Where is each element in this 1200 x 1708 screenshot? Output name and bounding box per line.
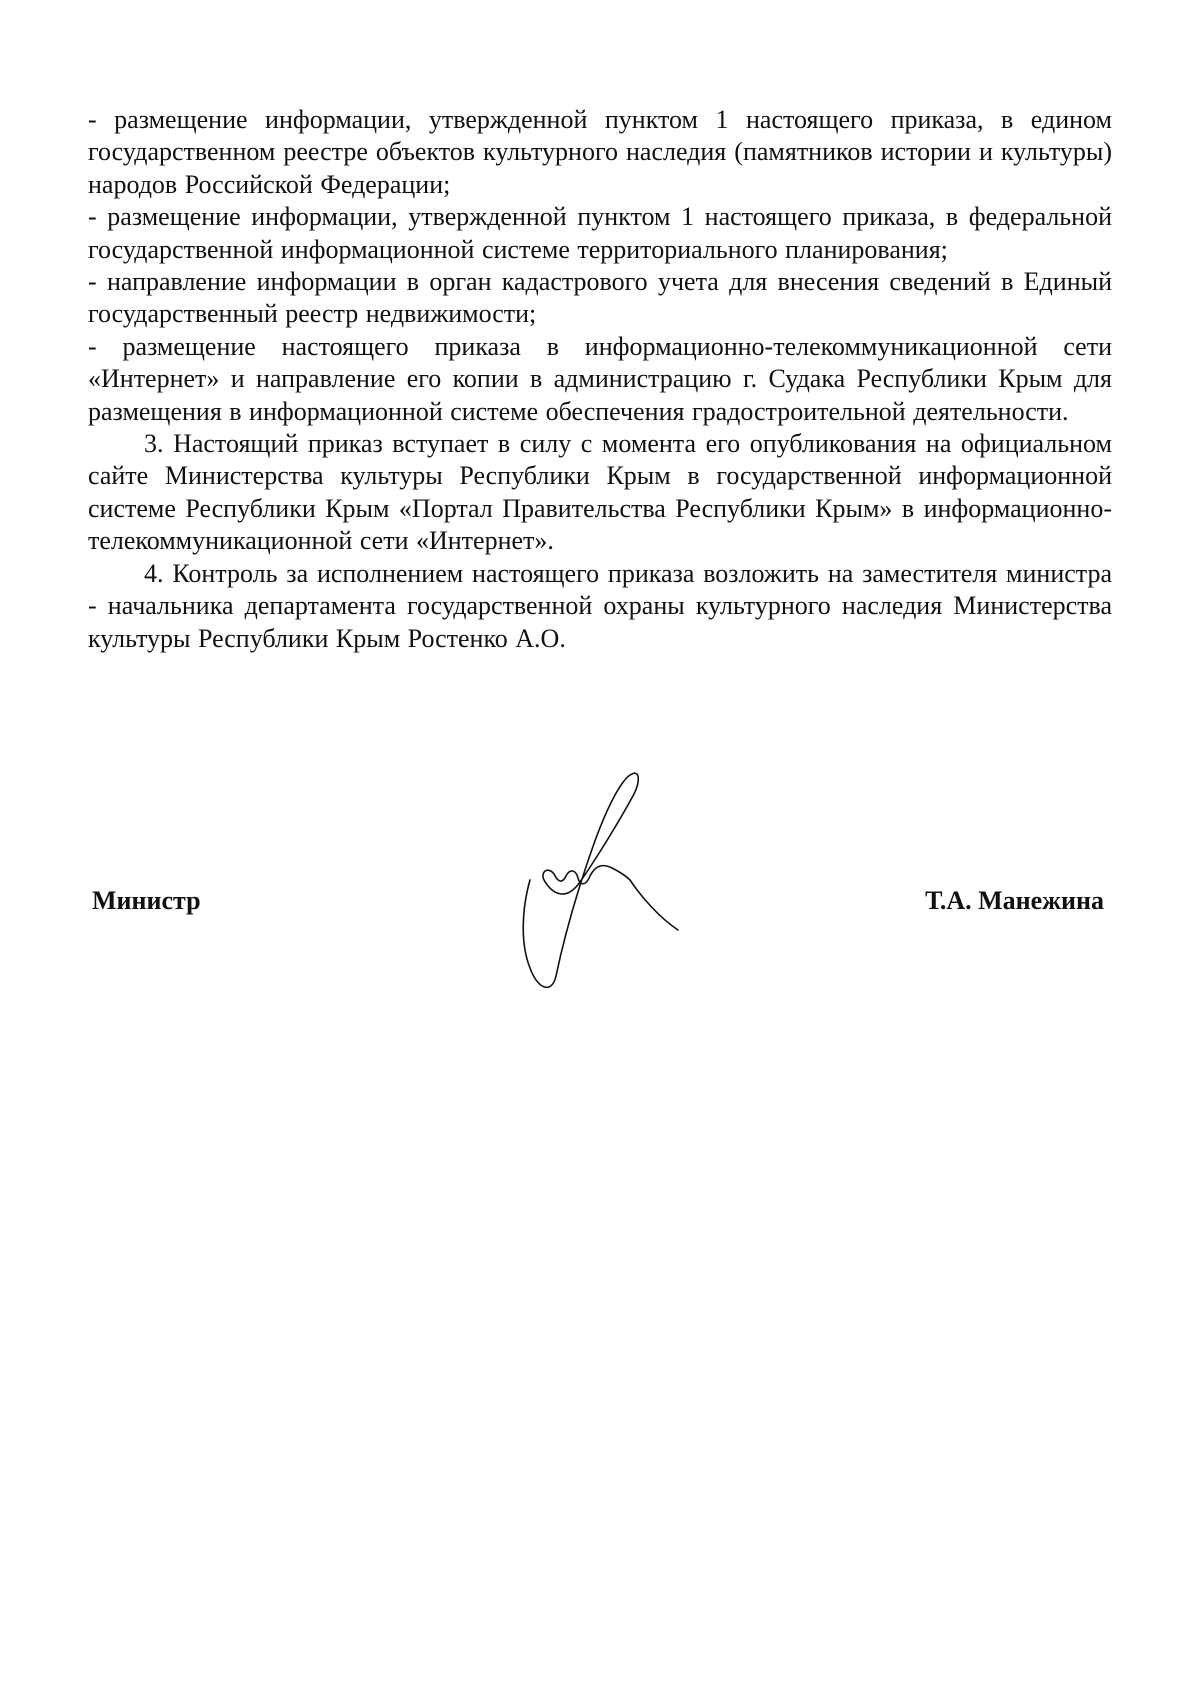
signatory-title: Министр [92,886,201,915]
clause-3: 3. Настоящий приказ вступает в силу с момента его опубликования на официальном сайте Министерства культуры Республики Крым в государственной информационной системе Республики Крым «Портал Правительства Республики Крым» в информационно-телекоммуникационной сети «Интернет». [88,429,1112,556]
list-item-federal-system: - размещение информации, утвержденной пунктом 1 настоящего приказа, в федеральной государственной информационной системе территориального планирования; [88,202,1112,264]
list-item-cadastral: - направление информации в орган кадастрового учета для внесения сведений в Единый государственный реестр недвижимости; [88,267,1112,329]
handwritten-signature [500,768,700,1000]
document-body [88,104,1112,655]
clause-4: 4. Контроль за исполнением настоящего приказа возложить на заместителя министра - начальника департамента государственной охраны культурного наследия Министерства культуры Республики Крым Ростенко А.О. [88,558,1112,653]
list-item-internet-publication: - размещение настоящего приказа в информационно-телекоммуникационной сети «Интернет» и направление его копии в администрацию г. Судака Республики Крым для размещения в информационной системе обеспечения градостроительной деятельности. [88,331,1112,426]
list-item-registry: - размещение информации, утвержденной пунктом 1 настоящего приказа, в едином государственном реестре объектов культурного наследия (памятников истории и культуры) народов Российской Федерации; [88,105,1112,199]
signatory-name: Т.А. Манежина [925,886,1104,915]
